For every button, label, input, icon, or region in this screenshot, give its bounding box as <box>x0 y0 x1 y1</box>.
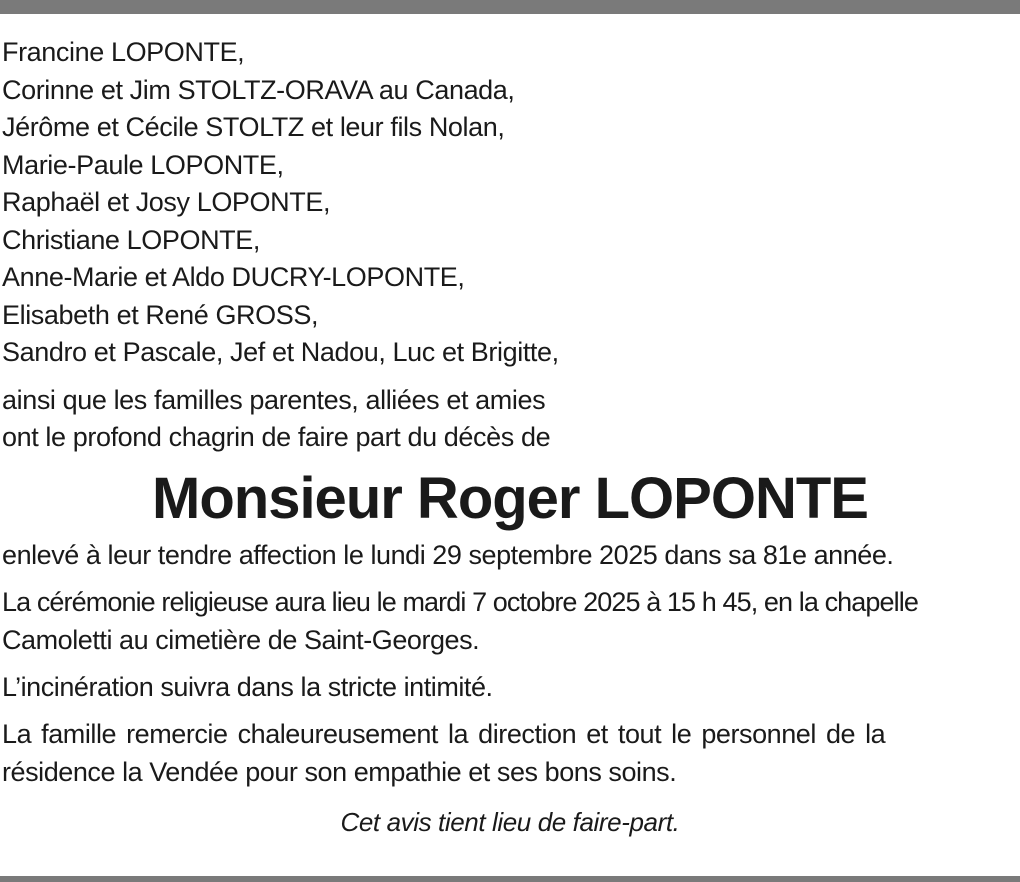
intro-line: ont le profond chagrin de faire part du décès de <box>2 422 551 452</box>
family-line: Raphaël et Josy LOPONTE, <box>2 187 331 217</box>
family-line: Marie-Paule LOPONTE, <box>2 149 284 180</box>
top-rule <box>0 0 1020 14</box>
family-line: Francine LOPONTE, <box>2 37 245 67</box>
cremation-statement: L’incinération suivra dans la stricte intimité. <box>2 671 493 702</box>
passing-statement: enlevé à leur tendre affection le lundi 29 septembre 2025 dans sa 81e année. <box>2 539 894 570</box>
thanks-line: résidence la Vendée pour son empathie et ses bons soins. <box>2 756 677 787</box>
family-line: Jérôme et Cécile STOLTZ et leur fils Nolan, <box>2 112 505 142</box>
family-line: Anne-Marie et Aldo DUCRY-LOPONTE, <box>2 262 465 292</box>
closing-note: Cet avis tient lieu de faire-part. <box>340 806 680 837</box>
family-line: Christiane LOPONTE, <box>2 224 260 255</box>
family-line: Sandro et Pascale, Jef et Nadou, Luc et Brigitte, <box>2 337 559 367</box>
family-line: Corinne et Jim STOLTZ-ORAVA au Canada, <box>2 74 515 105</box>
announcement-intro <box>2 382 1018 457</box>
ceremony-paragraph <box>2 583 1018 659</box>
thanks-paragraph <box>2 715 1018 791</box>
intro-line: ainsi que les familles parentes, alliées et amies <box>2 384 546 415</box>
bottom-rule <box>0 876 1020 882</box>
ceremony-line: Camoletti au cimetière de Saint-Georges. <box>2 624 480 655</box>
family-line: Elisabeth et René GROSS, <box>2 299 319 330</box>
ceremony-line: La cérémonie religieuse aura lieu le mardi 7 octobre 2025 à 15 h 45, en la chapelle <box>2 586 918 617</box>
obituary-notice <box>2 34 1018 840</box>
family-list <box>2 34 1018 372</box>
thanks-line: La famille remercie chaleureusement la direction et tout le personnel de la <box>2 718 886 749</box>
deceased-name: Monsieur Roger LOPONTE <box>152 465 868 531</box>
